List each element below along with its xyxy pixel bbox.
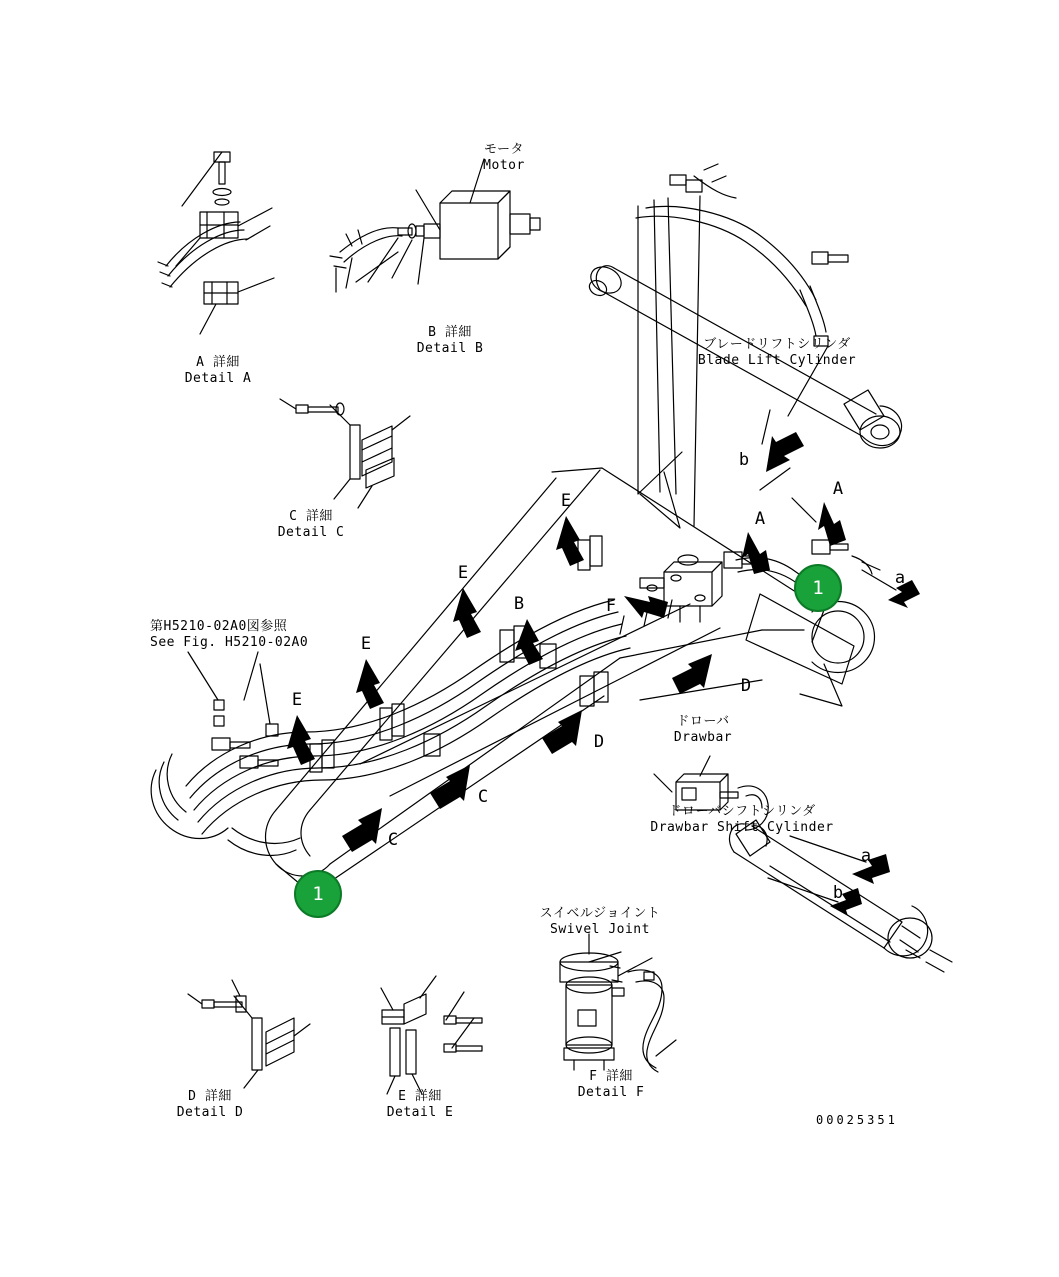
callout-shift-b: b bbox=[832, 883, 844, 903]
callout-f: F bbox=[605, 596, 617, 616]
figure-part-number: 00025351 bbox=[816, 1113, 898, 1127]
detail-b-label: B 詳細 bbox=[428, 325, 472, 340]
callout-e-1: E bbox=[560, 491, 572, 511]
callout-a-mid: A bbox=[754, 509, 766, 529]
item-marker-1-right[interactable]: 1 bbox=[794, 564, 842, 612]
detail-f-label: F 詳細 bbox=[589, 1069, 633, 1084]
detail-d-label: D 詳細 bbox=[188, 1089, 232, 1104]
callout-d-1: D bbox=[740, 676, 752, 696]
detail-f-label-en: Detail F bbox=[577, 1085, 645, 1100]
see-fig-reference-en: See Fig. H5210-02A0 bbox=[150, 635, 309, 650]
callout-arrows bbox=[287, 432, 920, 916]
swivel-joint-label-en: Swivel Joint bbox=[550, 922, 650, 937]
detail-c-artwork bbox=[280, 399, 410, 508]
motor-label: モータ bbox=[484, 142, 524, 157]
callout-b-mid: B bbox=[513, 594, 525, 614]
callout-b-top: b bbox=[738, 450, 750, 470]
detail-e-artwork bbox=[381, 976, 482, 1094]
detail-a-label-en: Detail A bbox=[184, 371, 252, 386]
callout-e-3: E bbox=[360, 634, 372, 654]
callout-e-2: E bbox=[457, 563, 469, 583]
detail-d-label-en: Detail D bbox=[176, 1105, 244, 1120]
callout-c-2: C bbox=[387, 830, 399, 850]
detail-b-label-en: Detail B bbox=[416, 341, 484, 356]
drawbar-label: ドローバ bbox=[676, 714, 730, 729]
callout-c-1: C bbox=[477, 787, 489, 807]
detail-a-artwork bbox=[158, 152, 274, 334]
callout-d-2: D bbox=[593, 732, 605, 752]
callout-a-arrow-right: a bbox=[894, 568, 906, 588]
see-fig-reference-jp: 第H5210-02A0図参照 bbox=[150, 619, 288, 634]
blade-lift-cylinder-label: ブレードリフトシリンダ bbox=[703, 337, 851, 352]
item-marker-1-left[interactable]: 1 bbox=[294, 870, 342, 918]
drawbar-label-en: Drawbar bbox=[673, 730, 733, 745]
motor-label-en: Motor bbox=[483, 158, 525, 173]
detail-c-label: C 詳細 bbox=[289, 509, 333, 524]
drawbar-shift-cylinder-label: ドローバシフトシリンダ bbox=[668, 804, 816, 819]
callout-a-top-right: A bbox=[832, 479, 844, 499]
detail-e-label-en: Detail E bbox=[386, 1105, 454, 1120]
drawbar-shift-cylinder-artwork bbox=[654, 756, 952, 972]
callout-shift-a: a bbox=[860, 846, 872, 866]
detail-c-label-en: Detail C bbox=[277, 525, 345, 540]
detail-e-label: E 詳細 bbox=[398, 1089, 442, 1104]
blade-lift-cylinder-label-en: Blade Lift Cylinder bbox=[697, 353, 857, 368]
detail-b-artwork bbox=[330, 159, 540, 292]
detail-f-artwork bbox=[560, 934, 676, 1072]
swivel-joint-label: スイベルジョイント bbox=[539, 906, 661, 921]
callout-e-4: E bbox=[291, 690, 303, 710]
drawbar-shift-cylinder-label-en: Drawbar Shift Cylinder bbox=[650, 820, 834, 835]
detail-a-label: A 詳細 bbox=[196, 355, 240, 370]
detail-d-artwork bbox=[188, 980, 310, 1088]
